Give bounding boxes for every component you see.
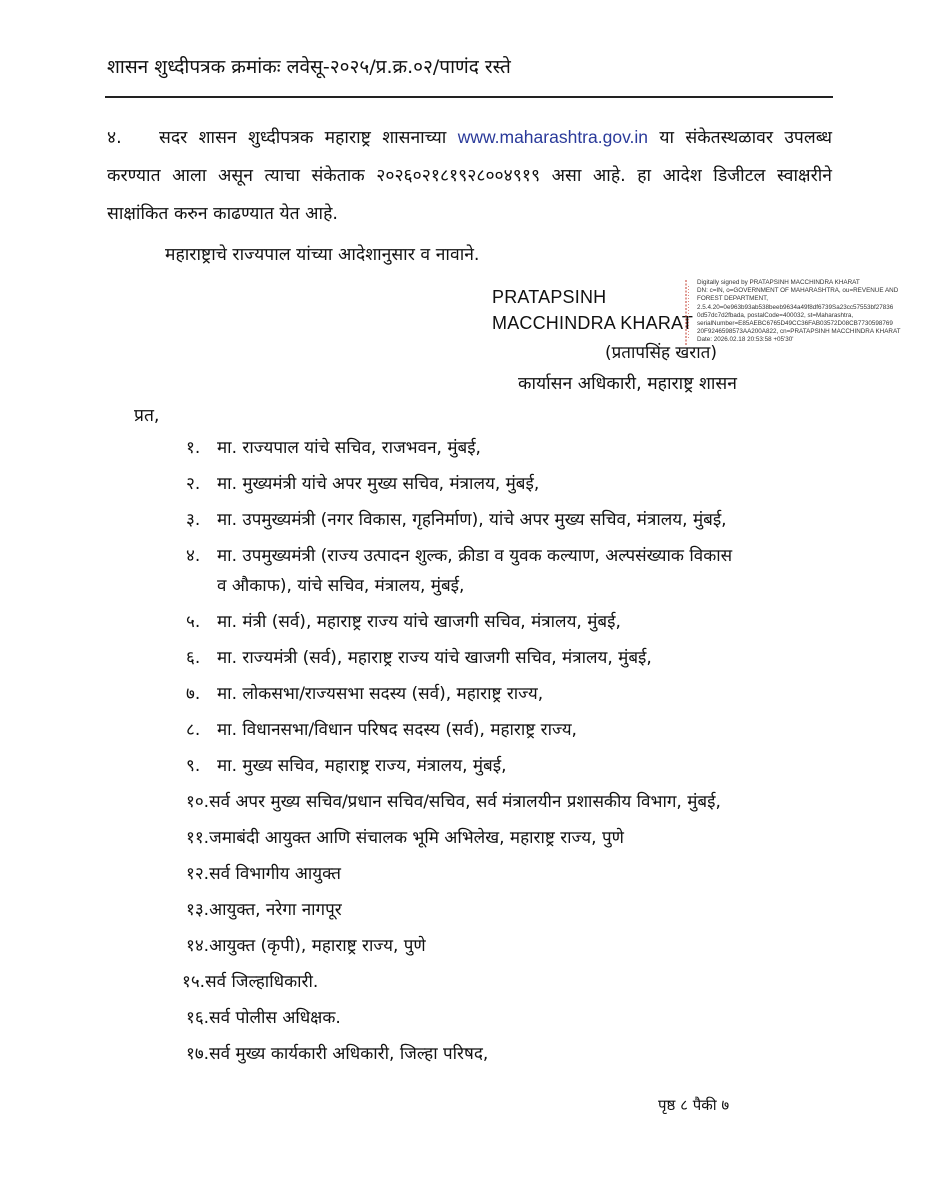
governor-order-line: महाराष्ट्राचे राज्यपाल यांच्या आदेशानुसार व नावाने. <box>165 245 480 265</box>
list-item <box>182 964 836 1000</box>
digsig-line: 0d57dc7d2fbada, postalCode=400032, st=Maharashtra, <box>697 311 854 319</box>
list-item <box>186 1000 836 1036</box>
paragraph-text-end: या संकेतस्थळावर उपलब्ध करण्यात आला असून त्याचा संकेताक २०२६०२१८१९२८००४९१९ असा आहे. हा आदेश डिजीटल स्वाक्षरीने साक्षांकित करुन काढण्यात येत आहे. <box>107 128 832 224</box>
list-item <box>186 748 836 784</box>
list-item <box>186 502 836 538</box>
list-item-number: १६. <box>186 1008 210 1028</box>
list-item-text: जमाबंदी आयुक्त आणि संचालक भूमि अभिलेख, महाराष्ट्र राज्य, पुणे <box>209 828 624 848</box>
signer-name-block <box>492 284 693 336</box>
list-item <box>186 640 836 676</box>
list-item <box>186 712 836 748</box>
digital-signature-details <box>697 279 901 345</box>
list-item <box>186 466 836 502</box>
signer-name-marathi: (प्रतापसिंह खरात) <box>605 343 717 363</box>
list-item-number: ९. <box>186 756 201 776</box>
document-reference: शासन शुध्दीपत्रक क्रमांकः लवेसू-२०२५/प्र.क्र.०२/पाणंद रस्ते <box>107 56 511 78</box>
digsig-line: 20F9246598573AA200A822, cn=PRATAPSINH MACCHINDRA KHARAT <box>697 328 901 336</box>
list-item-number: ८. <box>186 720 201 740</box>
list-item-number: ४. <box>186 546 201 566</box>
copy-to-label: प्रत, <box>134 406 160 426</box>
list-item <box>186 820 836 856</box>
list-item-text: मा. मुख्यमंत्री यांचे अपर मुख्य सचिव, मंत्रालय, मुंबई, <box>217 474 540 494</box>
list-item-number: १०. <box>186 792 210 812</box>
list-item-text: मा. राज्यमंत्री (सर्व), महाराष्ट्र राज्य यांचे खाजगी सचिव, मंत्रालय, मुंबई, <box>217 648 652 668</box>
signer-name-line2: MACCHINDRA KHARAT <box>492 313 694 333</box>
list-item <box>186 538 836 604</box>
website-link[interactable]: www.maharashtra.gov.in <box>457 127 648 147</box>
list-item-text: सर्व पोलीस अधिक्षक. <box>209 1008 341 1028</box>
digsig-line: DN: c=IN, o=GOVERNMENT OF MAHARASHTRA, ou=REVENUE AND <box>697 287 899 295</box>
list-item-number: १२. <box>186 864 210 884</box>
list-item-text-continued: व औकाफ), यांचे सचिव, मंत्रालय, मुंबई, <box>217 576 465 596</box>
digsig-line: serialNumber=E85AEBC6765D49CC36FAB03572D08CB7730598769 <box>697 320 893 328</box>
digsig-date: Date: 2026.02.18 20:53:58 +05'30' <box>697 336 794 344</box>
list-item-number: ३. <box>186 510 201 530</box>
copy-to-list <box>182 430 836 1072</box>
list-item-number: १. <box>186 438 201 458</box>
list-item-text: सर्व मुख्य कार्यकारी अधिकारी, जिल्हा परिषद, <box>209 1044 489 1064</box>
digsig-line: Digitally signed by PRATAPSINH MACCHINDRA KHARAT <box>697 279 860 286</box>
list-item-number: १४. <box>186 936 210 956</box>
list-item <box>186 784 836 820</box>
list-item-text: मा. उपमुख्यमंत्री (राज्य उत्पादन शुल्क, क्रीडा व युवक कल्याण, अल्पसंख्याक विकास <box>217 546 733 566</box>
list-item-text: मा. लोकसभा/राज्यसभा सदस्य (सर्व), महाराष्ट्र राज्य, <box>217 684 544 704</box>
paragraph-number: ४. <box>107 128 122 148</box>
list-item <box>186 1036 836 1072</box>
page-number: पृष्ठ ८ पैकी ७ <box>658 1096 730 1114</box>
list-item-number: ५. <box>186 612 201 632</box>
list-item-number: १३. <box>186 900 210 920</box>
list-item-text: सर्व अपर मुख्य सचिव/प्रधान सचिव/सचिव, सर्व मंत्रालयीन प्रशासकीय विभाग, मुंबई, <box>209 792 721 812</box>
list-item-number: १५. <box>182 972 206 992</box>
list-item-text: सर्व जिल्हाधिकारी. <box>205 972 319 992</box>
list-item <box>186 430 836 466</box>
list-item-text: आयुक्त, नरेगा नागपूर <box>209 900 342 920</box>
digsig-line: 2.5.4.20=0e963b93ab538beeb9634a49f8df6739Sa23cc57553bf27836 <box>697 303 894 311</box>
list-item <box>186 856 836 892</box>
signer-name-line1: PRATAPSINH <box>492 287 607 307</box>
list-item-text: मा. मंत्री (सर्व), महाराष्ट्र राज्य यांचे खाजगी सचिव, मंत्रालय, मुंबई, <box>217 612 621 632</box>
list-item-text: आयुक्त (कृपी), महाराष्ट्र राज्य, पुणे <box>209 936 426 956</box>
list-item <box>186 604 836 640</box>
paragraph-4 <box>107 118 832 233</box>
list-item-text: मा. राज्यपाल यांचे सचिव, राजभवन, मुंबई, <box>217 438 481 458</box>
list-item-number: ६. <box>186 648 201 668</box>
list-item <box>186 676 836 712</box>
list-item-number: ११. <box>186 828 210 848</box>
list-item-text: मा. मुख्य सचिव, महाराष्ट्र राज्य, मंत्रालय, मुंबई, <box>217 756 507 776</box>
digsig-line: FOREST DEPARTMENT, <box>697 295 769 303</box>
list-item-number: ७. <box>186 684 201 704</box>
signer-designation: कार्यासन अधिकारी, महाराष्ट्र शासन <box>518 374 737 394</box>
signature-stamp-mark <box>683 278 691 348</box>
list-item-text: मा. उपमुख्यमंत्री (नगर विकास, गृहनिर्माण), यांचे अपर मुख्य सचिव, मंत्रालय, मुंबई, <box>217 510 727 530</box>
list-item-text: मा. विधानसभा/विधान परिषद सदस्य (सर्व), महाराष्ट्र राज्य, <box>217 720 577 740</box>
list-item-number: १७. <box>186 1044 210 1064</box>
paragraph-text-start: सदर शासन शुध्दीपत्रक महाराष्ट्र शासनाच्या <box>159 128 458 148</box>
list-item-text: सर्व विभागीय आयुक्त <box>209 864 341 884</box>
list-item-number: २. <box>186 474 201 494</box>
list-item <box>186 892 836 928</box>
list-item <box>186 928 836 964</box>
header-divider <box>105 96 833 98</box>
